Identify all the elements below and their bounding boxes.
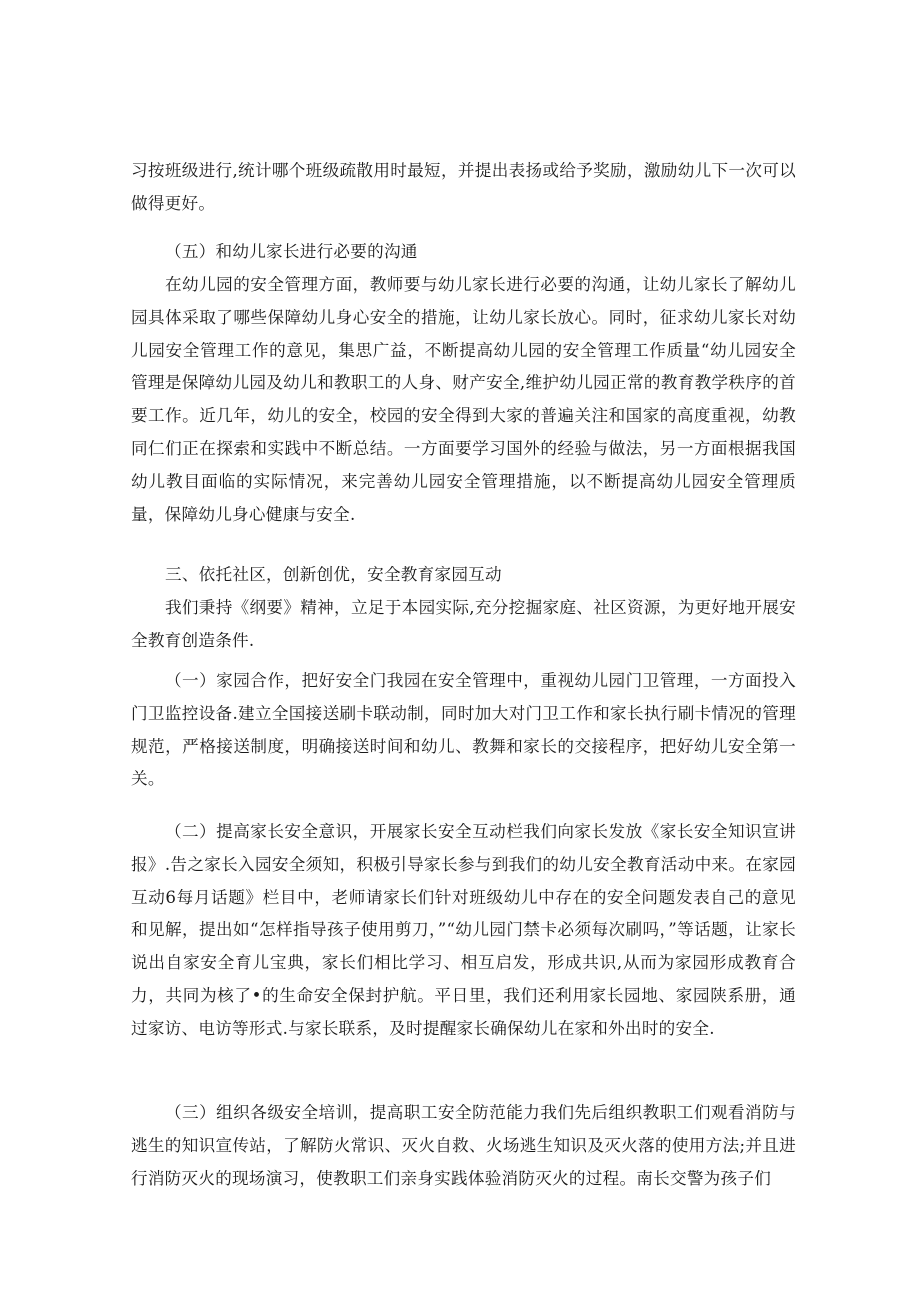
paragraph-safety-training: （三）组织各级安全培训，提高职工安全防范能力我们先后组织教职工们观看消防与逃生的知识宣传站，了解防火常识、灭火自救、火场逃生知识及灭火落的使用方法;并且进行消防灭火的现场演习，使教职工们亲身实践体验消防灭火的过程。南长交警为孩子们: [131, 1103, 796, 1188]
section-heading-3: 三、依托社区，创新创优，安全教育家园互动: [165, 565, 502, 584]
paragraph-parent-awareness: （二）提高家长安全意识，开展家长安全互动栏我们向家长发放《家长安全知识宣讲报》.告之家长入园安全须知，积极引导家长参与到我们的幼儿安全教育活动中来。在家园互动6每月话题》栏目中，老师请家长们针对班级幼儿中存在的安全问题发表自己的意见和见解，提出如“怎样指导孩子使用剪刀，”“幼儿园门禁卡必须每次刷吗，”等话题，让家长说出自家安全育儿宝典，家长们相比学习、相互启发，形成共识,从而为家园形成教育合力，共同为核了•的生命安全保封护航。平日里，我们还利用家长园地、家园陕系册，通过家访、电访等形式.与家长联系，及时提醒家长确保幼儿在家和外出时的安全.: [131, 822, 796, 1038]
section-heading-5: （五）和幼儿家长进行必要的沟通: [165, 242, 418, 261]
paragraph-continued: 习按班级进行,统计哪个班级疏散用时最短，并提出表扬或给予奖励，激励幼儿下一次可以做得更好。: [131, 161, 796, 213]
paragraph-parent-communication: 在幼儿园的安全管理方面，教师要与幼儿家长进行必要的沟通，让幼儿家长了解幼儿园具体采取了哪些保障幼儿身心安全的措施，让幼儿家长放心。同时，征求幼儿家长对幼儿园安全管理工作的意见，集思广益，不断提高幼儿园的安全管理工作质量“幼儿园安全管理是保障幼儿园及幼儿和教职工的人身、财产安全,维护幼儿园正常的教育教学秩序的首要工作。近几年，幼儿的安全，校园的安全得到大家的普遍关注和国家的高度重视，幼教同仁们正在探索和实践中不断总结。一方面要学习国外的经验与做法，另一方面根据我国幼儿教目面临的实际情况，来完善幼儿园安全管理措施，以不断提高幼儿园安全管理质量，保障幼儿身心健康与安全.: [131, 275, 796, 524]
paragraph-outline-spirit: 我们秉持《纲要》精神，立足于本园实际,充分挖掘家庭、社区资源，为更好地开展安全教育创造条件.: [131, 598, 796, 650]
paragraph-home-cooperation: （一）家园合作，把好安全门我园在安全管理中，重视幼儿园门卫管理，一方面投入门卫监控设备.建立全国接送刷卡联动制，同时加大对门卫工作和家长执行刷卡情况的管理规范，严格接送制度，明确接送时间和幼儿、教舞和家长的交接程序，把好幼儿安全第一关。: [131, 671, 796, 789]
